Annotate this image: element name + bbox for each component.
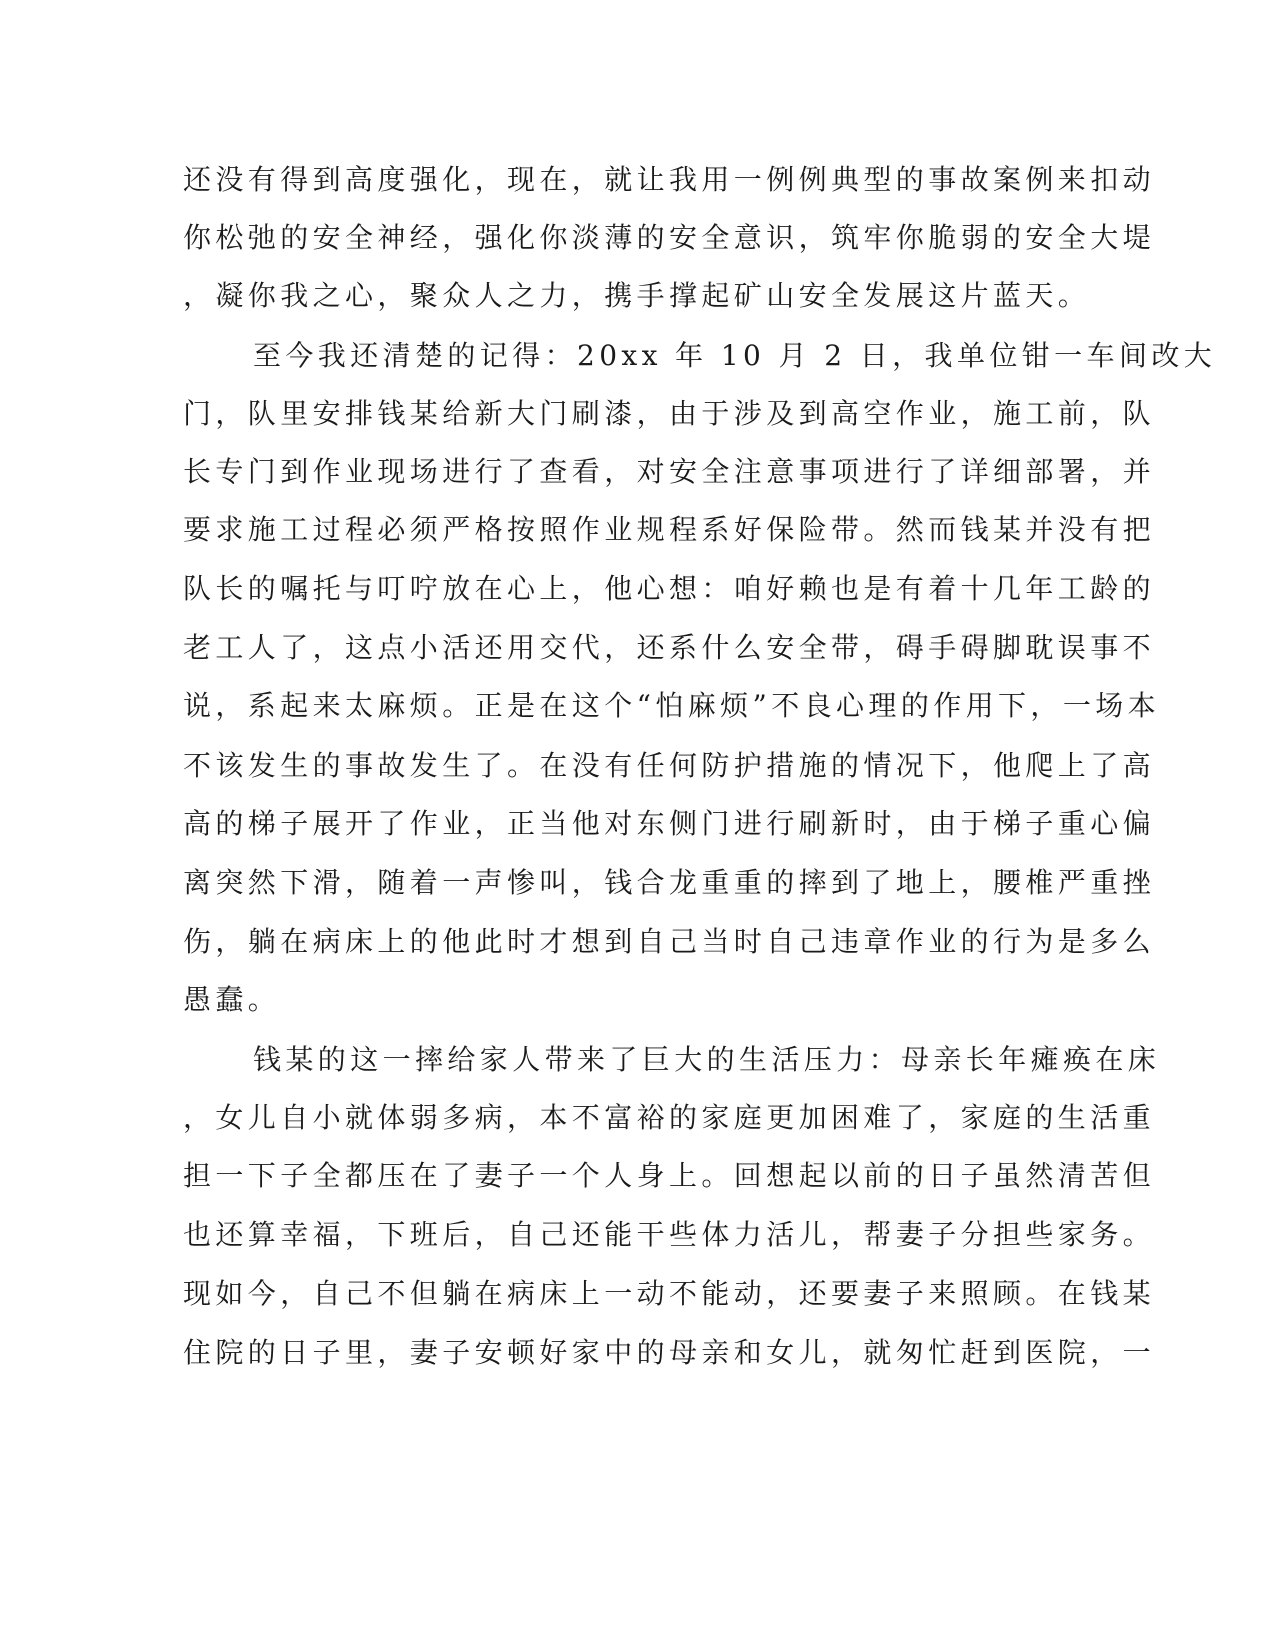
paragraph-1-line-2: 你松弛的安全神经，强化你淡薄的安全意识，筑牢你脆弱的安全大堤 [183, 221, 1156, 254]
paragraph-2-line-3: 长专门到作业现场进行了查看，对安全注意事项进行了详细部署，并 [183, 455, 1156, 488]
paragraph-3-line-4: 也还算幸福，下班后，自己还能干些体力活儿，帮妻子分担些家务。 [183, 1218, 1156, 1251]
paragraph-2-line-2: 门，队里安排钱某给新大门刷漆，由于涉及到高空作业，施工前，队 [183, 397, 1156, 430]
paragraph-2-line-5: 队长的嘱托与叮咛放在心上，他心想：咱好赖也是有着十几年工龄的 [183, 572, 1156, 605]
paragraph-2-line-1: 至今我还清楚的记得：20xx 年 10 月 2 日，我单位钳一车间改大 [253, 339, 1217, 372]
paragraph-3-line-3: 担一下子全都压在了妻子一个人身上。回想起以前的日子虽然清苦但 [183, 1159, 1156, 1192]
paragraph-2-line-8: 不该发生的事故发生了。在没有任何防护措施的情况下，他爬上了高 [183, 749, 1156, 782]
paragraph-3-line-2: ，女儿自小就体弱多病，本不富裕的家庭更加困难了，家庭的生活重 [183, 1101, 1156, 1134]
paragraph-2-line-10: 离突然下滑，随着一声惨叫，钱合龙重重的摔到了地上，腰椎严重挫 [183, 866, 1156, 899]
paragraph-2-line-7: 说，系起来太麻烦。正是在这个“怕麻烦”不良心理的作用下，一场本 [183, 689, 1161, 722]
paragraph-2-line-6: 老工人了，这点小活还用交代，还系什么安全带，碍手碍脚耽误事不 [183, 631, 1156, 664]
paragraph-3-line-5: 现如今，自己不但躺在病床上一动不能动，还要妻子来照顾。在钱某 [183, 1277, 1156, 1310]
paragraph-2-line-12: 愚蠢。 [183, 983, 281, 1016]
paragraph-1-line-1: 还没有得到高度强化，现在，就让我用一例例典型的事故案例来扣动 [183, 163, 1156, 196]
paragraph-3-line-1: 钱某的这一摔给家人带来了巨大的生活压力：母亲长年瘫痪在床 [253, 1043, 1161, 1076]
paragraph-2-line-11: 伤，躺在病床上的他此时才想到自己当时自己违章作业的行为是多么 [183, 925, 1156, 958]
paragraph-2-line-9: 高的梯子展开了作业，正当他对东侧门进行刷新时，由于梯子重心偏 [183, 807, 1156, 840]
paragraph-2-line-4: 要求施工过程必须严格按照作业规程系好保险带。然而钱某并没有把 [183, 513, 1156, 546]
paragraph-1-line-3: ，凝你我之心，聚众人之力，携手撑起矿山安全发展这片蓝天。 [183, 279, 1091, 312]
paragraph-3-line-6: 住院的日子里，妻子安顿好家中的母亲和女儿，就匆忙赶到医院，一 [183, 1336, 1156, 1369]
